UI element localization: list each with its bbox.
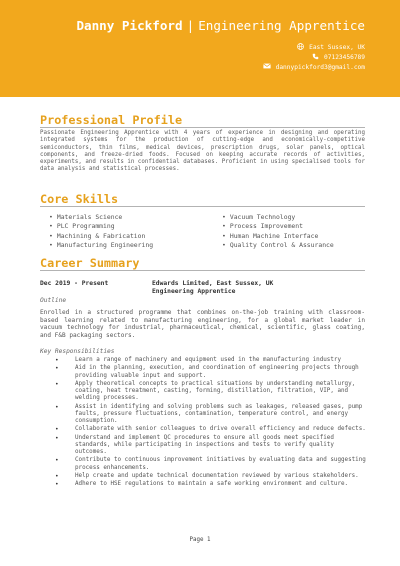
list-item: • Contribute to continuous improvement initiatives by evaluating data and suggesting process enhancements.: [55, 457, 367, 472]
job-date: Dec 2019 - Present: [40, 280, 109, 287]
skill-item: • Manufacturing Engineering: [49, 241, 153, 250]
contact-email: [263, 63, 365, 71]
skill-item: • Quality Control & Assurance: [222, 241, 334, 250]
phone-text[interactable]: 07123456789: [324, 54, 365, 61]
job-role: Engineering Apprentice: [152, 288, 236, 295]
list-item: • Apply theoretical concepts to practical situations by understanding metallurgy, coating, heat treatment, casting, forming, distillation, filtration, VIP, and welding processes.: [55, 381, 367, 403]
title-separator: |: [186, 18, 195, 33]
skills-list-left: [49, 213, 153, 251]
profile-text: Passionate Engineering Apprentice with 4 years of experience in designing and operating integrated systems for the production of cutting-edge and economically-competitive semiconductors, thin films, medical devices, prescription drugs, solar panels, optical components, and freeze-dried foods. Focused on keeping accurate records of activities, experiments, and results in confidential databases. Proficient in using specialised tools for data analysis and statistical processes.: [40, 130, 365, 173]
list-item: • Aid in the planning, execution, and coordination of engineering projects through providing valuable input and support.: [55, 365, 367, 380]
responsibilities-list: [55, 357, 367, 489]
list-item: • Understand and implement QC procedures to ensure all goods meet specified standards, while participating in inspections and tests to verify quality outcomes.: [55, 435, 367, 457]
job-company: Edwards Limited, East Sussex, UK: [152, 280, 274, 287]
skills-heading: Core Skills: [40, 192, 119, 206]
contact-phone: [312, 53, 365, 62]
location-text: East Sussex, UK: [309, 44, 365, 51]
list-item: • Assist in identifying and solving problems such as leakages, released gases, pump faults, pressure fluctuations, contamination, temperature control, and energy consumption.: [55, 404, 367, 426]
list-item: • Adhere to HSE regulations to maintain a safe working environment and culture.: [55, 481, 367, 488]
phone-icon: [312, 53, 319, 62]
career-divider: [40, 270, 365, 271]
email-link[interactable]: dannypickford3@gmail.com: [275, 63, 365, 71]
skill-item: • Machining & Fabrication: [49, 232, 153, 241]
outline-text: Enrolled in a structured programme that combines on-the-job training with classroom-based learning related to manufacturing engineering, for a global market leader in vacuum technology for industrial, pharmaceutical, chemical, scientific, glass coating, and F&B packaging sectors.: [40, 309, 365, 339]
list-item: • Collaborate with senior colleagues to drive overall efficiency and reduce defects.: [55, 426, 367, 433]
skill-item: • PLC Programming: [49, 222, 153, 231]
profile-heading: Professional Profile: [40, 113, 183, 127]
page-number: Page 1: [189, 537, 211, 543]
career-heading: Career Summary: [40, 256, 140, 270]
skill-item: • Vacuum Technology: [222, 213, 334, 222]
candidate-name: Danny Pickford: [76, 18, 183, 33]
list-item: • Help create and update technical documentation reviewed by various stakeholders.: [55, 473, 367, 480]
envelope-icon: [263, 63, 271, 71]
contact-location: [297, 43, 365, 52]
profile-divider: [40, 127, 365, 128]
skill-item: • Human Machine Interface: [222, 232, 334, 241]
responsibilities-label: Key Responsibilities: [40, 348, 115, 355]
skill-item: • Materials Science: [49, 213, 153, 222]
header-title: [76, 18, 365, 33]
skills-list-right: [222, 213, 334, 251]
globe-icon: [297, 43, 304, 52]
job-title: Engineering Apprentice: [198, 18, 365, 33]
skill-item: • Process Improvement: [222, 222, 334, 231]
outline-label: Outline: [40, 297, 67, 304]
list-item: • Learn a range of machinery and equipment used in the manufacturing industry: [55, 357, 367, 364]
header-banner: [0, 0, 400, 97]
skills-divider: [40, 206, 365, 207]
